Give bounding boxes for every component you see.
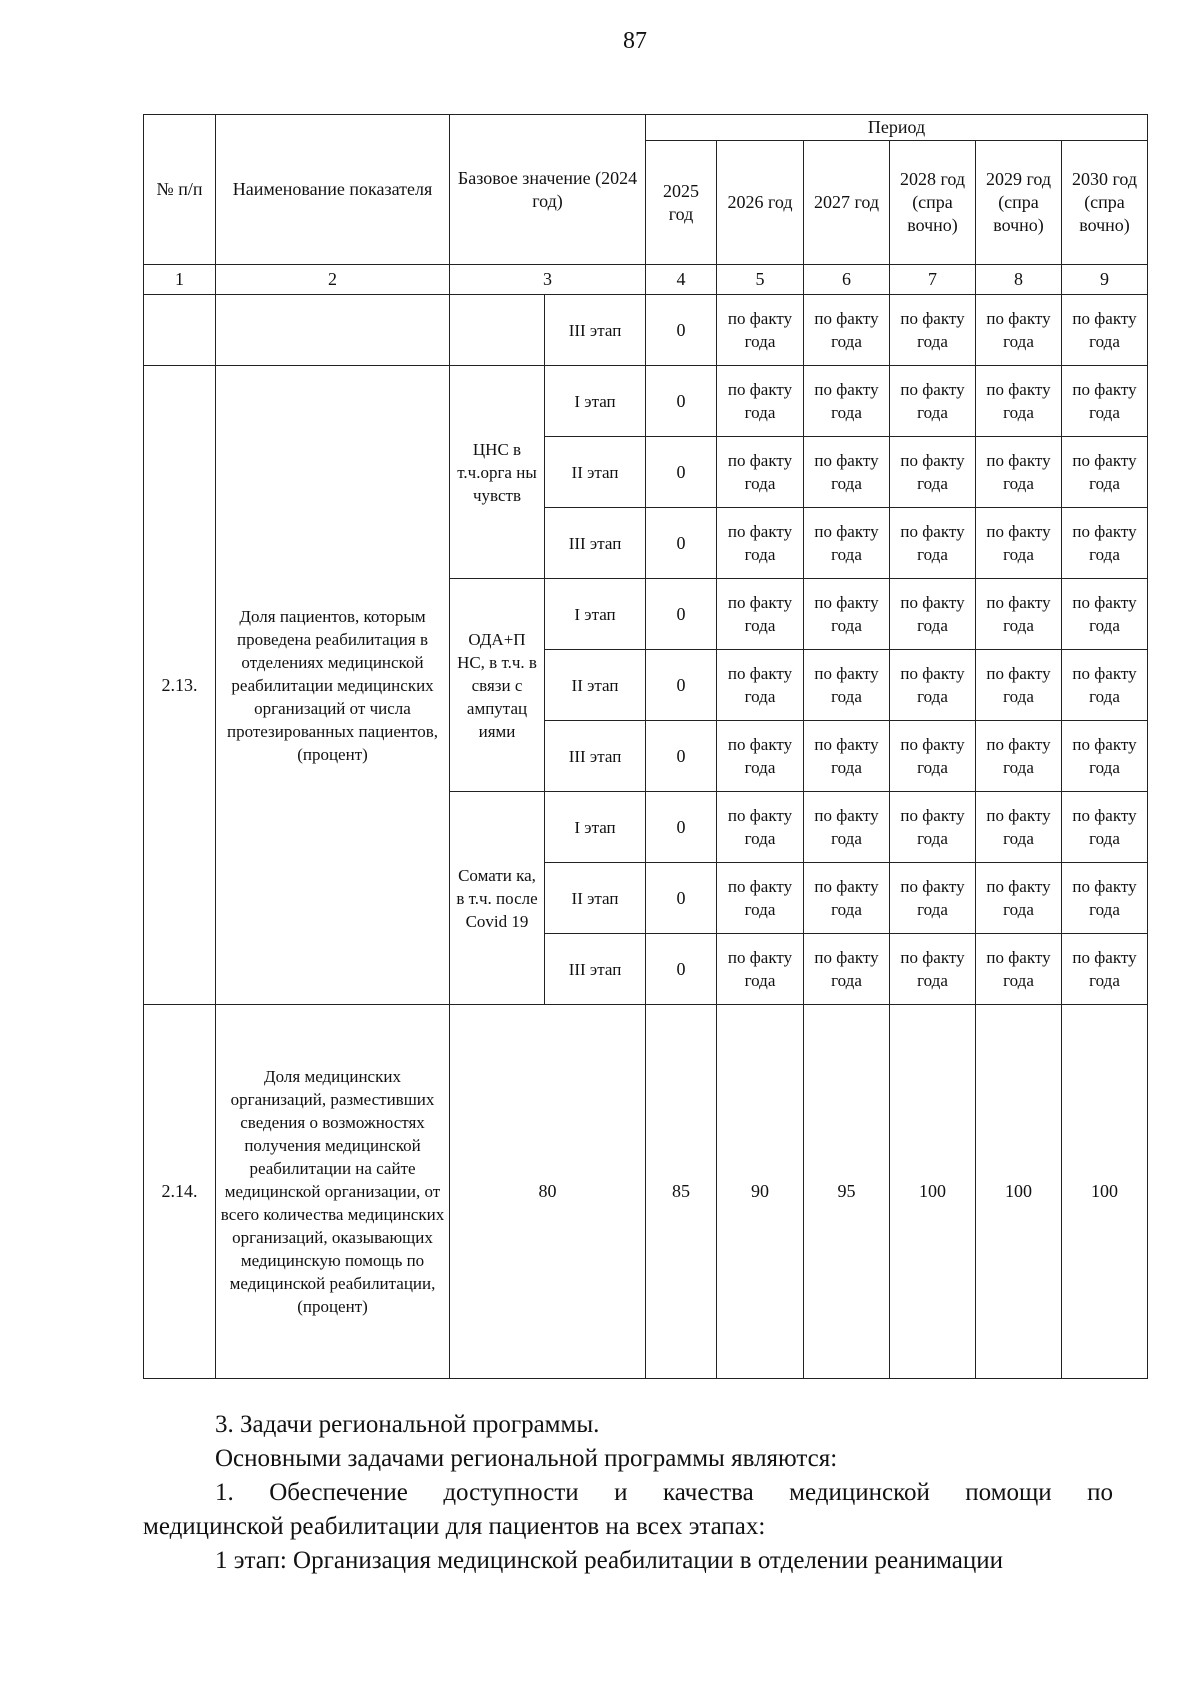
column-number: 2 (216, 265, 450, 295)
column-number: 6 (804, 265, 890, 295)
fact-cell: по факту года (804, 863, 890, 934)
table-row (144, 1005, 1148, 1379)
fact-cell: по факту года (717, 366, 804, 437)
fact-cell: по факту года (890, 863, 976, 934)
header-year: 2025 год (646, 141, 717, 265)
table-row (144, 366, 1148, 437)
fact-cell: по факту года (1062, 508, 1148, 579)
group-label: ОДА+П НС, в т.ч. в связи с ампутац иями (450, 579, 545, 792)
fact-cell: по факту года (717, 508, 804, 579)
value-2025: 0 (646, 579, 717, 650)
fact-cell: по факту года (890, 579, 976, 650)
fact-cell: по факту года (804, 792, 890, 863)
value-2025: 0 (646, 295, 717, 366)
fact-cell: по факту года (1062, 650, 1148, 721)
fact-cell: по факту года (976, 792, 1062, 863)
row-no: 2.13. (144, 366, 216, 1005)
fact-cell: по факту года (804, 366, 890, 437)
fact-cell: по факту года (717, 934, 804, 1005)
stage-label: III этап (545, 721, 646, 792)
row-no: 2.14. (144, 1005, 216, 1379)
stage-1-paragraph: 1 этап: Организация медицинской реабилитации в отделении реанимации (215, 1547, 1004, 1574)
fact-cell: по факту года (804, 650, 890, 721)
fact-cell: по факту года (717, 579, 804, 650)
header-year: 2027 год (804, 141, 890, 265)
fact-cell: по факту года (890, 437, 976, 508)
fact-cell: по факту года (890, 650, 976, 721)
fact-cell: по факту года (890, 934, 976, 1005)
value-cell: 100 (1062, 1005, 1148, 1379)
value-2025: 0 (646, 437, 717, 508)
fact-cell: по факту года (804, 579, 890, 650)
stage-label: II этап (545, 863, 646, 934)
fact-cell: по факту года (804, 934, 890, 1005)
value-cell: 100 (976, 1005, 1062, 1379)
fact-cell: по факту года (804, 508, 890, 579)
indicator-name: Доля медицинских организаций, разместивших сведения о возможностях получения медицинской реабилитации на сайте медицинской организации, от всего количества медицинских организаций, оказывающих медицинскую помощь по медицинской реабилитации, (процент) (216, 1005, 450, 1379)
header-base: Базовое значение (2024 год) (450, 115, 646, 265)
value-2025: 0 (646, 508, 717, 579)
fact-cell: по факту года (1062, 579, 1148, 650)
header-year: 2026 год (717, 141, 804, 265)
fact-cell: по факту года (890, 792, 976, 863)
fact-cell: по факту года (1062, 437, 1148, 508)
header-year: 2030 год (спра вочно) (1062, 141, 1148, 265)
fact-cell: по факту года (890, 508, 976, 579)
fact-cell: по факту года (1062, 792, 1148, 863)
header-no: № п/п (144, 115, 216, 265)
stage-label: III этап (545, 934, 646, 1005)
fact-cell: по факту года (890, 295, 976, 366)
page-number: 87 (623, 28, 647, 54)
stage-label: I этап (545, 792, 646, 863)
stage-label: III этап (545, 295, 646, 366)
value-cell: 90 (717, 1005, 804, 1379)
stage-label: III этап (545, 508, 646, 579)
column-number: 8 (976, 265, 1062, 295)
fact-cell: по факту года (1062, 721, 1148, 792)
value-2025: 0 (646, 366, 717, 437)
value-2025: 0 (646, 792, 717, 863)
fact-cell: по факту года (804, 437, 890, 508)
body-text (143, 1408, 1113, 1578)
fact-cell: по факту года (1062, 295, 1148, 366)
header-name: Наименование показателя (216, 115, 450, 265)
column-number: 7 (890, 265, 976, 295)
empty-cell (216, 295, 450, 366)
fact-cell: по факту года (976, 437, 1062, 508)
column-number: 4 (646, 265, 717, 295)
value-cell: 85 (646, 1005, 717, 1379)
value-cell: 100 (890, 1005, 976, 1379)
fact-cell: по факту года (1062, 863, 1148, 934)
value-2025: 0 (646, 934, 717, 1005)
column-number: 3 (450, 265, 646, 295)
fact-cell: по факту года (717, 863, 804, 934)
fact-cell: по факту года (976, 934, 1062, 1005)
stage-label: II этап (545, 650, 646, 721)
indicator-name: Доля пациентов, которым проведена реабилитация в отделениях медицинской реабилитации медицинских организаций от числа протезированных пациентов, (процент) (216, 366, 450, 1005)
fact-cell: по факту года (804, 295, 890, 366)
fact-cell: по факту года (976, 295, 1062, 366)
column-number: 9 (1062, 265, 1148, 295)
fact-cell: по факту года (976, 366, 1062, 437)
fact-cell: по факту года (976, 508, 1062, 579)
value-2025: 0 (646, 650, 717, 721)
group-label: Сомати ка, в т.ч. после Covid 19 (450, 792, 545, 1005)
base-value: 80 (450, 1005, 646, 1379)
header-period: Период (646, 115, 1148, 141)
fact-cell: по факту года (717, 295, 804, 366)
task-item-1-line-2: медицинской реабилитации для пациентов на всех этапах: (143, 1513, 766, 1540)
fact-cell: по факту года (1062, 934, 1148, 1005)
empty-cell (450, 295, 545, 366)
value-2025: 0 (646, 721, 717, 792)
fact-cell: по факту года (976, 863, 1062, 934)
value-2025: 0 (646, 863, 717, 934)
stage-label: I этап (545, 366, 646, 437)
fact-cell: по факту года (717, 437, 804, 508)
column-numbers-row (144, 265, 1148, 295)
task-item-1-line-1: 1. Обеспечение доступности и качества медицинской помощи по (215, 1479, 1113, 1506)
empty-cell (144, 295, 216, 366)
header-row (144, 115, 1148, 141)
section-heading: 3. Задачи региональной программы. (215, 1411, 600, 1438)
header-year: 2029 год (спра вочно) (976, 141, 1062, 265)
fact-cell: по факту года (976, 721, 1062, 792)
stage-label: II этап (545, 437, 646, 508)
fact-cell: по факту года (890, 366, 976, 437)
fact-cell: по факту года (717, 792, 804, 863)
stage-label: I этап (545, 579, 646, 650)
table-row (144, 295, 1148, 366)
group-label: ЦНС в т.ч.орга ны чувств (450, 366, 545, 579)
intro-paragraph: Основными задачами региональной программы являются: (215, 1445, 838, 1472)
fact-cell: по факту года (804, 721, 890, 792)
fact-cell: по факту года (717, 650, 804, 721)
fact-cell: по факту года (976, 650, 1062, 721)
column-number: 1 (144, 265, 216, 295)
value-cell: 95 (804, 1005, 890, 1379)
fact-cell: по факту года (717, 721, 804, 792)
indicators-table (143, 114, 1148, 1379)
fact-cell: по факту года (976, 579, 1062, 650)
fact-cell: по факту года (890, 721, 976, 792)
header-year: 2028 год (спра вочно) (890, 141, 976, 265)
column-number: 5 (717, 265, 804, 295)
fact-cell: по факту года (1062, 366, 1148, 437)
table-body (144, 115, 1148, 1379)
